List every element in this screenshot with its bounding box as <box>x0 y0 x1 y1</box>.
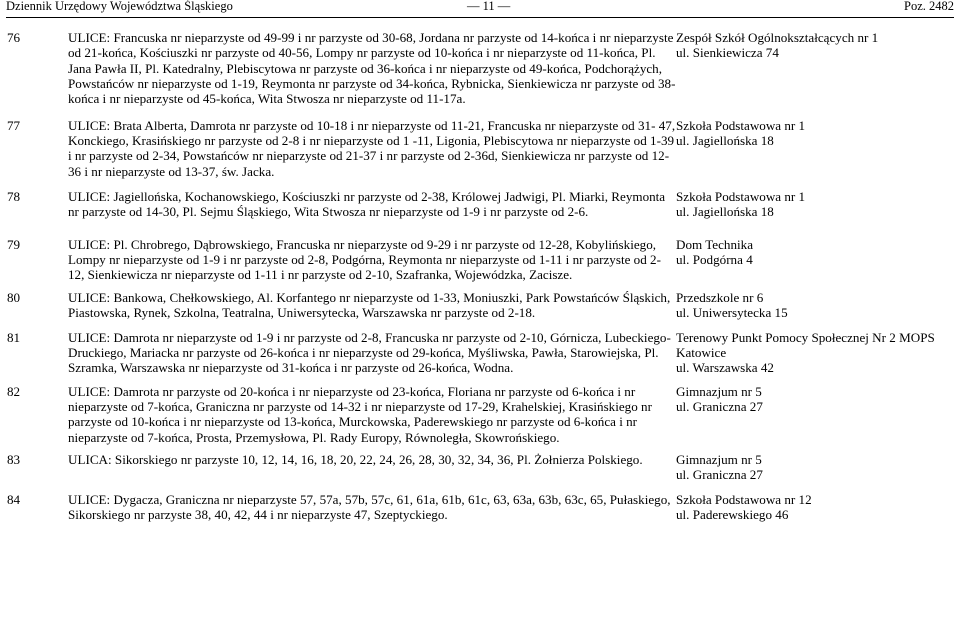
street-list: ULICE: Damrota nr nieparzyste od 1-9 i nr parzyste od 2-8, Francuska nr parzyste od 2-10, Górnicza, Lubeckiego-Druckiego, Mariacka nr parzyste od 26-końca i nr nieparzyste od 29-końca, Myśliwska, Pawła, Starowiejska, Pl. Szramka, Warszawska nr nieparzyste od 31-końca i nr parzyste od 26-końca, Wodna. <box>68 329 671 376</box>
row-spacer <box>7 483 954 492</box>
street-list: ULICA: Sikorskiego nr parzyste 10, 12, 14, 16, 18, 20, 22, 24, 26, 28, 30, 32, 34, 36, Pl. Żołnierza Polskiego. <box>68 451 643 467</box>
table-row <box>7 452 954 483</box>
polling-place-name: Zespół Szkół Ogólnokształcących nr 1 <box>676 30 879 45</box>
row-spacer <box>7 107 954 118</box>
polling-place <box>676 492 954 523</box>
polling-place-address: ul. Graniczna 27 <box>676 398 763 414</box>
polling-place <box>676 452 954 483</box>
row-spacer <box>7 179 954 189</box>
polling-place-address: ul. Graniczna 27 <box>676 467 763 483</box>
street-list: ULICE: Jagiellońska, Kochanowskiego, Kościuszki nr parzyste od 2-38, Królowej Jadwigi, Pl. Miarki, Reymonta nr parzyste od 14-30, Pl. Sejmu Śląskiego, Wita Stwosza nr nieparzyste od 1-9 i nr parzyste od 2-6. <box>68 189 666 220</box>
table-row <box>7 118 954 179</box>
polling-place-address: ul. Jagiellońska 18 <box>676 204 774 220</box>
polling-place-address: ul. Sienkiewicza 74 <box>676 45 779 61</box>
district-number: 81 <box>7 329 21 345</box>
polling-place-name: Gimnazjum nr 5 <box>676 383 762 399</box>
street-list: ULICE: Dygacza, Graniczna nr nieparzyste 57, 57a, 57b, 57c, 61, 61a, 61b, 61c, 63, 63a, 63b, 63c, 65, Pułaskiego, Sikorskiego nr parzyste 38, 40, 42, 44 i nr nieparzyste 47, Szeptyckiego. <box>68 491 671 522</box>
street-list: ULICE: Damrota nr parzyste od 20-końca i nr nieparzyste od 23-końca, Floriana nr parzyste od 6-końca i nr nieparzyste od 7-końca, Graniczna nr parzyste od 14-32 i nr nieparzyste od 17-29, Krahelskiej, Krasińskiego nr parzyste od 10-końca i nr nieparzyste od 13-końca, Murckowska, Paderewskiego nr parzyste od 6-końca i nr nieparzyste od 7-końca, Prosta, Przemysłowa, Pl. Rady Europy, Równoległa, Skowrońskiego. <box>68 383 652 445</box>
table-row <box>7 492 954 523</box>
polling-place-address: ul. Uniwersytecka 15 <box>676 305 788 321</box>
districts-table <box>7 30 954 522</box>
polling-place-address: ul. Warszawska 42 <box>676 360 774 376</box>
polling-place-name: Przedszkole nr 6 <box>676 289 764 305</box>
journal-title: Dziennik Urzędowy Województwa Śląskiego <box>6 0 233 13</box>
polling-place <box>676 118 954 179</box>
table-row <box>7 237 954 283</box>
polling-place-name: Szkoła Podstawowa nr 1 <box>676 117 806 133</box>
polling-place-name: Dom Technika <box>676 236 754 252</box>
polling-place-name: Szkoła Podstawowa nr 1 <box>676 189 806 205</box>
district-number: 76 <box>7 30 21 45</box>
district-number: 80 <box>7 289 21 305</box>
page-number: — 11 — <box>467 0 511 13</box>
street-list: ULICE: Bankowa, Chełkowskiego, Al. Korfantego nr nieparzyste od 1-33, Moniuszki, Park Powstańców Śląskich, Piastowska, Rynek, Szkolna, Teatralna, Uniwersytecka, Warszawska nr parzyste od 2-18. <box>68 289 671 321</box>
table-row <box>7 330 954 376</box>
polling-place <box>676 384 954 445</box>
row-spacer <box>7 321 954 330</box>
street-list: ULICE: Brata Alberta, Damrota nr parzyste od 10-18 i nr nieparzyste od 11-21, Francuska nr nieparzyste od 31- 47, Konckiego, Krasińskiego nr parzyste od 2-8 i nr nieparzyste od 1 -11, Ligonia, Plebiscytowa nr nieparzyste od 1-39 i nr parzyste od 2-34, Powstańców nr nieparzyste od 21-37 i nr parzyste od 2-36d, Sienkiewicza nr parzyste od 12-36 i nr nieparzyste od 13-37, św. Jacka. <box>68 117 676 179</box>
district-number: 83 <box>7 451 21 467</box>
polling-place-name: Szkoła Podstawowa nr 12 <box>676 491 812 507</box>
table-row <box>7 189 954 220</box>
polling-place <box>676 237 954 283</box>
district-number: 77 <box>7 117 21 133</box>
row-spacer <box>7 376 954 384</box>
table-row <box>7 290 954 321</box>
street-list: ULICE: Francuska nr nieparzyste od 49-99 i nr parzyste od 30-68, Jordana nr parzyste od 14-końca i nr nieparzyste od 21-końca, Kościuszki nr parzyste od 40-56, Lompy nr parzyste od 10-końca i nr nieparzyste od 11-końca, Pl. Jana Pawła II, Pl. Katedralny, Plebiscytowa nr parzyste od 36-końca i nr nieparzyste od 49-końca, Podchorążych, Powstańców nr nieparzyste od 1-19, Reymonta nr parzyste od 34-końca, Rybnicka, Sienkiewicza nr parzyste od 38-końca i nr nieparzyste od 45-końca, Wita Stwosza nr nieparzyste od 11-17a. <box>68 30 676 107</box>
street-list: ULICE: Pl. Chrobrego, Dąbrowskiego, Francuska nr nieparzyste od 9-29 i nr parzyste od 12-28, Kobylińskiego, Lompy nr nieparzyste od 1-9 i nr parzyste od 2-8, Podgórna, Reymonta nr nieparzyste od 1-11 i nr parzyste od 2-12, Sienkiewicza nr nieparzyste od 1-11 i nr parzyste od 2-10, Szafranka, Wojewódzka, Zacisze. <box>68 236 661 283</box>
district-number: 78 <box>7 189 21 205</box>
table-row <box>7 384 954 445</box>
polling-place <box>676 30 954 107</box>
page-header <box>6 0 954 18</box>
polling-place <box>676 290 954 321</box>
polling-place-address: ul. Jagiellońska 18 <box>676 133 774 149</box>
polling-place <box>676 189 954 220</box>
polling-place-address: ul. Podgórna 4 <box>676 252 753 268</box>
position-number: Poz. 2482 <box>904 0 954 13</box>
table-row <box>7 30 954 107</box>
polling-place-name: Gimnazjum nr 5 <box>676 451 762 467</box>
row-spacer <box>7 220 954 237</box>
polling-place-address: ul. Paderewskiego 46 <box>676 506 789 522</box>
district-number: 84 <box>7 491 21 507</box>
row-spacer <box>7 445 954 452</box>
row-spacer <box>7 283 954 290</box>
district-number: 79 <box>7 236 21 252</box>
districts-table-body <box>7 30 954 522</box>
polling-place <box>676 330 954 376</box>
district-number: 82 <box>7 383 21 399</box>
polling-place-name: Terenowy Punkt Pomocy Społecznej Nr 2 MOPS Katowice <box>676 329 935 360</box>
